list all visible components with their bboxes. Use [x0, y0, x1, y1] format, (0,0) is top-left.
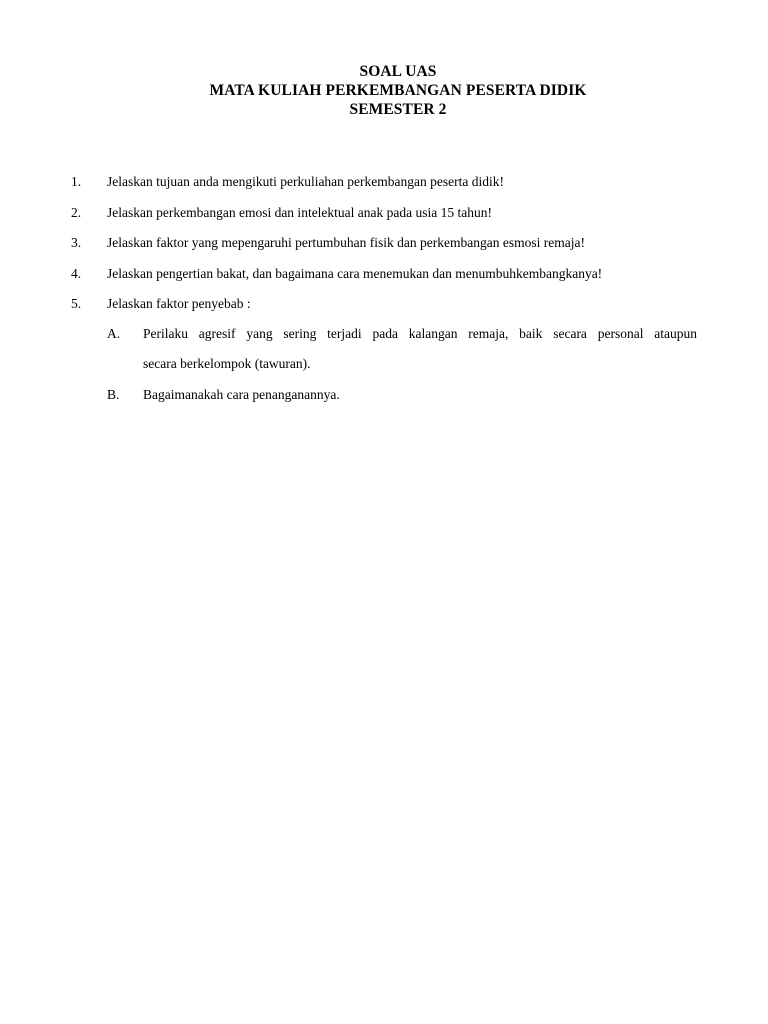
question-number: 4. — [71, 266, 82, 281]
question-number: 1. — [71, 174, 82, 189]
sub-item-letter: A. — [107, 326, 121, 341]
question-number: 5. — [71, 296, 82, 311]
sub-item-text: Bagaimanakah cara penanganannya. — [143, 387, 340, 402]
question-number: 2. — [71, 205, 82, 220]
header-title: SOAL UAS — [359, 63, 437, 80]
question-text: Jelaskan faktor penyebab : — [107, 296, 251, 311]
question-text: Jelaskan pengertian bakat, dan bagaimana cara menemukan dan menumbuhkembangkanya! — [107, 266, 603, 281]
question-text: Jelaskan tujuan anda mengikuti perkuliahan perkembangan peserta didik! — [107, 174, 504, 189]
document-header — [0, 62, 768, 119]
question-text: Jelaskan perkembangan emosi dan intelektual anak pada usia 15 tahun! — [107, 205, 492, 220]
header-semester: SEMESTER 2 — [349, 101, 447, 118]
sub-item-text: secara berkelompok (tawuran). — [143, 356, 311, 371]
sub-item-text: Perilaku agresif yang sering terjadi pada kalangan remaja, baik secara personal ataupun — [143, 326, 697, 341]
header-course: MATA KULIAH PERKEMBANGAN PESERTA DIDIK — [209, 82, 587, 99]
question-number: 3. — [71, 235, 82, 250]
sub-item-letter: B. — [107, 387, 120, 402]
question-text: Jelaskan faktor yang mepengaruhi pertumbuhan fisik dan perkembangan esmosi remaja! — [107, 235, 585, 250]
